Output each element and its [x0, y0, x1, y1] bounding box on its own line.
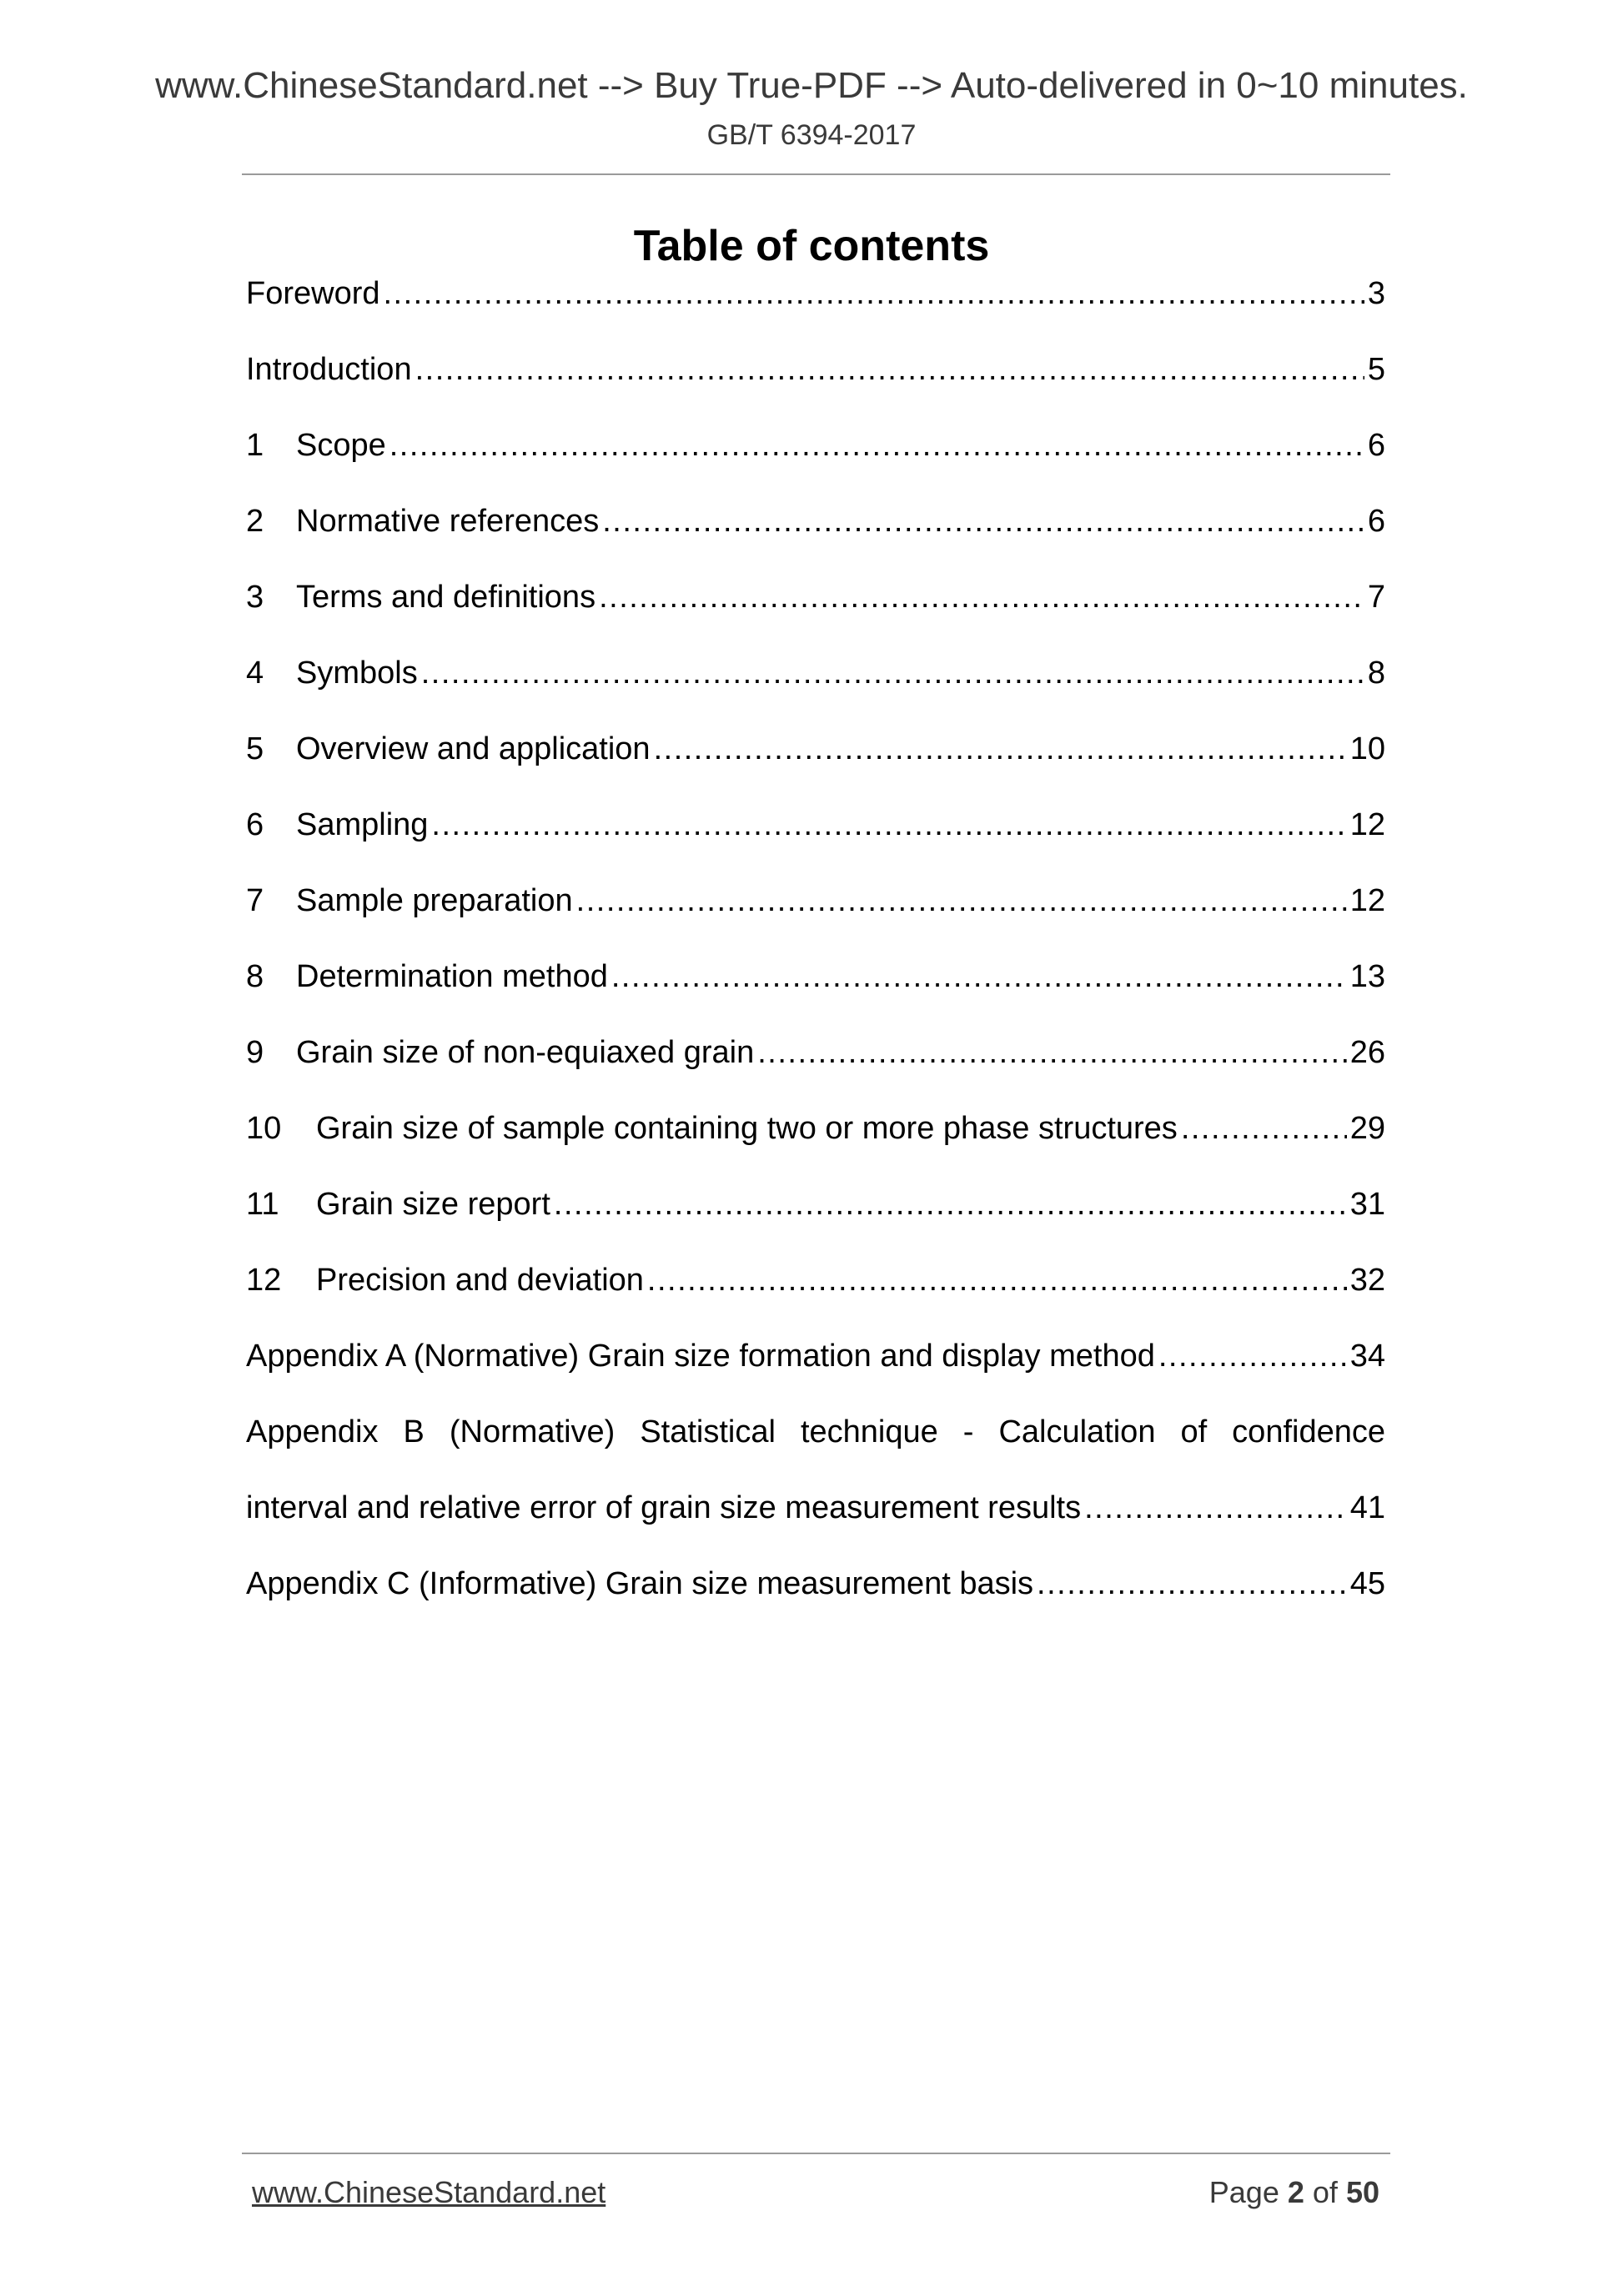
toc-entry-terms-and-definitions[interactable] [246, 570, 1385, 646]
toc-entry-number: 8 [246, 959, 264, 994]
toc-entry-number: 1 [246, 428, 264, 463]
toc-entry-normative-references[interactable] [246, 495, 1385, 570]
toc-entry-label: Appendix C (Informative) Grain size measurement basis [246, 1566, 1034, 1601]
toc-entry-label-line1: Appendix B (Normative) Statistical technique - Calculation of confidence [246, 1414, 1385, 1449]
toc-leader-dots [611, 950, 1347, 1003]
toc-entry-overview-and-application[interactable] [246, 722, 1385, 798]
toc-entry-label: Sample preparation [296, 883, 573, 918]
footer-page-of: of [1312, 2175, 1338, 2209]
toc-entry-page: 3 [1367, 276, 1385, 311]
toc-entry-page: 34 [1349, 1339, 1385, 1374]
toc-entry-label: Grain size report [316, 1187, 550, 1222]
toc-entry-page: 45 [1349, 1566, 1385, 1601]
toc-entry-number: 4 [246, 656, 264, 691]
toc-leader-dots [421, 646, 1364, 700]
toc-leader-dots [1084, 1481, 1347, 1535]
header-standard-code: GB/T 6394-2017 [706, 119, 917, 151]
toc-entry-label: Grain size of non-equiaxed grain [296, 1035, 755, 1070]
toc-leader-dots [431, 798, 1346, 852]
footer-page-number [1209, 2175, 1379, 2210]
toc-entry-number: 10 [246, 1111, 282, 1146]
toc-leader-dots [1158, 1329, 1347, 1383]
toc-entry-introduction[interactable] [246, 343, 1385, 419]
toc-leader-dots [654, 722, 1347, 776]
toc-entry-number: 3 [246, 580, 264, 615]
header-site-line: www.ChineseStandard.net --> Buy True-PDF --> Auto-delivered in 0~10 minutes. [155, 65, 1468, 106]
toc-entry-page: 5 [1367, 352, 1385, 387]
toc-entry-foreword[interactable] [246, 267, 1385, 343]
toc-entry-label: Foreword [246, 276, 380, 311]
toc-entry-label: Appendix A (Normative) Grain size formation and display method [246, 1339, 1155, 1374]
toc-entry-page: 7 [1367, 580, 1385, 615]
footer-divider [242, 2153, 1390, 2154]
toc-leader-dots [554, 1178, 1347, 1231]
toc-entry-page: 12 [1349, 807, 1385, 842]
toc-entry-grain-size-report[interactable] [246, 1178, 1385, 1254]
toc-entry-label: Determination method [296, 959, 608, 994]
toc-entry-label: Grain size of sample containing two or more phase structures [316, 1111, 1178, 1146]
toc-entry-number: 9 [246, 1035, 264, 1070]
toc-entry-page: 13 [1349, 959, 1385, 994]
toc-entry-number: 2 [246, 504, 264, 539]
toc-entry-sampling[interactable] [246, 798, 1385, 874]
toc-entry-number: 5 [246, 731, 264, 766]
toc-entry-page: 41 [1349, 1490, 1385, 1525]
toc-entry-number: 7 [246, 883, 264, 918]
toc-entry-label: Overview and application [296, 731, 651, 766]
toc-entry-scope[interactable] [246, 419, 1385, 495]
toc-entry-page: 6 [1367, 428, 1385, 463]
toc-entry-appendix-b[interactable] [246, 1405, 1385, 1557]
toc-entry-page: 10 [1349, 731, 1385, 766]
toc-entry-sample-preparation[interactable] [246, 874, 1385, 950]
toc-entry-label: Precision and deviation [316, 1263, 644, 1298]
toc-entry-non-equiaxed-grain[interactable] [246, 1026, 1385, 1102]
toc-leader-dots [415, 343, 1364, 396]
footer-site-link[interactable]: www.ChineseStandard.net [252, 2175, 606, 2209]
toc-entry-determination-method[interactable] [246, 950, 1385, 1026]
toc-leader-dots [389, 419, 1364, 472]
toc-entry-page: 29 [1349, 1111, 1385, 1146]
toc-leader-dots [647, 1254, 1347, 1307]
toc-entry-label: Scope [296, 428, 386, 463]
toc-leader-dots [602, 495, 1364, 548]
toc-entry-appendix-c[interactable] [246, 1557, 1385, 1633]
toc-entry-symbols[interactable] [246, 646, 1385, 722]
toc-leader-dots [576, 874, 1347, 927]
table-of-contents [246, 267, 1385, 1633]
footer-page-current: 2 [1287, 2175, 1304, 2209]
toc-entry-number: 6 [246, 807, 264, 842]
toc-entry-number: 12 [246, 1263, 282, 1298]
toc-leader-dots [1181, 1102, 1347, 1155]
toc-entry-label: Normative references [296, 504, 600, 539]
page-title: Table of contents [633, 222, 990, 270]
toc-entry-label-line2: interval and relative error of grain size measurement results [246, 1490, 1082, 1525]
toc-entry-page: 12 [1349, 883, 1385, 918]
toc-entry-appendix-a[interactable] [246, 1329, 1385, 1405]
toc-entry-label: Terms and definitions [296, 580, 596, 615]
toc-leader-dots [1037, 1557, 1347, 1610]
toc-entry-page: 32 [1349, 1263, 1385, 1298]
toc-entry-two-or-more-phase[interactable] [246, 1102, 1385, 1178]
toc-leader-dots [757, 1026, 1347, 1079]
toc-entry-page: 26 [1349, 1035, 1385, 1070]
footer-page-prefix: Page [1208, 2175, 1279, 2209]
footer-page-total: 50 [1345, 2175, 1379, 2209]
toc-entry-label: Symbols [296, 656, 418, 691]
toc-entry-page: 6 [1367, 504, 1385, 539]
toc-entry-page: 31 [1349, 1187, 1385, 1222]
toc-leader-dots [384, 267, 1364, 320]
toc-entry-label: Introduction [246, 352, 412, 387]
toc-entry-page: 8 [1367, 656, 1385, 691]
toc-entry-number: 11 [246, 1187, 279, 1222]
toc-entry-label: Sampling [296, 807, 429, 842]
toc-leader-dots [599, 570, 1364, 624]
toc-entry-precision-and-deviation[interactable] [246, 1254, 1385, 1329]
header-divider [242, 173, 1390, 175]
